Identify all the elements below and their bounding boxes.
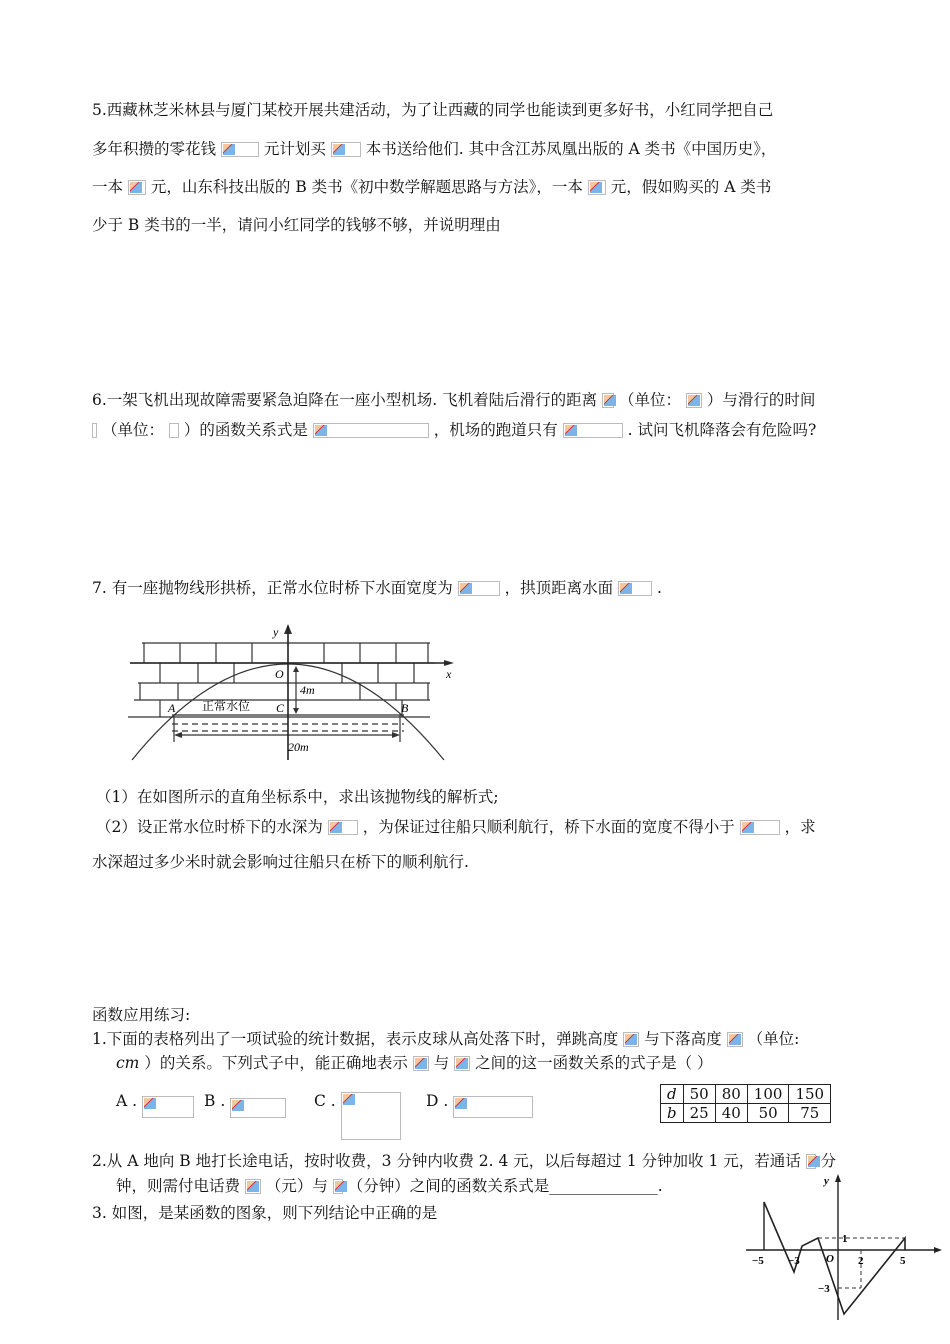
text: 1.下面的表格列出了一项试验的统计数据，表示皮球从高处落下时，弹跳高度 [92, 1030, 619, 1048]
p7-q2-cont: 水深超过多少米时就会影响过往船只在桥下的顺利航行. [92, 853, 469, 871]
p5-line-3 [92, 177, 771, 197]
width-label: 20m [288, 740, 309, 754]
text: 本书送给他们. 其中含江苏凤凰出版的 A 类书《中国历史》， [365, 140, 777, 158]
option-a-label: A . [116, 1092, 138, 1110]
table-cell: d [661, 1085, 684, 1104]
formula-image [563, 423, 623, 438]
text: 钟，则需付电话费 [116, 1177, 241, 1195]
formula-image [230, 1098, 286, 1118]
water-level-label: 正常水位 [202, 699, 251, 713]
formula-image [602, 393, 614, 408]
text: （单位: [747, 1030, 800, 1048]
text: ）与滑行的时间 [706, 391, 816, 409]
ex-q1-line-1 [92, 1029, 799, 1049]
text: 分 [820, 1152, 837, 1170]
text: ）的函数关系式是 [183, 421, 308, 439]
table-row [661, 1085, 831, 1104]
formula-image [92, 423, 97, 438]
p5-line-2 [92, 139, 776, 159]
text: . [656, 579, 662, 597]
graph-y-label: y [824, 1175, 829, 1187]
point-a-label: A [168, 701, 176, 715]
table-cell: 50 [747, 1104, 789, 1123]
text: . 试问飞机降落会有危险吗? [627, 421, 817, 439]
table-cell: 80 [715, 1085, 747, 1104]
text: cm [116, 1054, 140, 1072]
table-cell: b [661, 1104, 684, 1123]
text: ，机场的跑道只有 [433, 421, 558, 439]
table-row [661, 1104, 831, 1123]
formula-image [245, 1179, 261, 1194]
formula-image [142, 1096, 194, 1118]
point-b-label: B [401, 701, 409, 715]
function-graph [744, 1172, 944, 1322]
formula-image [128, 180, 146, 195]
formula-image [454, 1056, 470, 1071]
formula-image [333, 1179, 343, 1194]
graph-tick-y-minus3: −3 [818, 1283, 830, 1295]
text: 6.一架飞机出现故障需要紧急迫降在一座小型机场. 飞机着陆后滑行的距离 [92, 391, 598, 409]
height-label: 4m [300, 683, 315, 697]
option-b[interactable] [204, 1092, 286, 1118]
text: 元，山东科技出版的 B 类书《初中数学解题思路与方法》，一本 [150, 178, 583, 196]
formula-image [341, 1092, 401, 1140]
text: （元）与 [265, 1177, 328, 1195]
option-c[interactable] [314, 1092, 401, 1140]
text: （2）设正常水位时桥下的水深为 [96, 818, 323, 836]
formula-image [313, 423, 429, 438]
point-c-label: C [276, 701, 285, 715]
text: （单位： [619, 391, 682, 409]
formula-image [328, 820, 358, 835]
text: ，为保证过往船只顺利航行，桥下水面的宽度不得小于 [362, 818, 735, 836]
p6-line-1 [92, 390, 815, 410]
option-c-label: C . [314, 1092, 336, 1110]
option-d[interactable] [426, 1092, 533, 1118]
formula-image [727, 1032, 743, 1047]
text: 元，假如购买的 A 类书 [610, 178, 772, 196]
formula-image [458, 581, 500, 596]
table-cell: 150 [789, 1085, 831, 1104]
ex-q3: 3. 如图，是某函数的图象，则下列结论中正确的是 [92, 1204, 438, 1222]
formula-image [453, 1096, 533, 1118]
text: 多年积攒的零花钱 [92, 140, 217, 158]
table-cell: 100 [747, 1085, 789, 1104]
formula-image [413, 1056, 429, 1071]
formula-image [331, 142, 361, 157]
graph-tick-2: 2 [858, 1255, 864, 1267]
bridge-figure [120, 620, 460, 765]
p7-q1: （1）在如图所示的直角坐标系中，求出该抛物线的解析式; [96, 788, 499, 806]
ex-q1-line-2 [116, 1053, 713, 1073]
p6-line-2 [92, 420, 816, 440]
formula-image [740, 820, 780, 835]
table-cell: 75 [789, 1104, 831, 1123]
graph-tick-minus5: −5 [752, 1255, 764, 1267]
formula-image [169, 423, 179, 438]
exercise-title: 函数应用练习: [92, 1006, 191, 1024]
graph-tick-y1: 1 [842, 1233, 848, 1245]
formula-image [588, 180, 606, 195]
text: 一本 [92, 178, 124, 196]
ex-q2-line-1 [92, 1151, 836, 1171]
graph-tick-minus3: −3 [788, 1255, 800, 1267]
text: 与 [433, 1054, 450, 1072]
text: ，拱顶距离水面 [504, 579, 614, 597]
formula-image [221, 142, 259, 157]
text: 与下落高度 [644, 1030, 722, 1048]
formula-image [686, 393, 702, 408]
graph-origin-label: O [826, 1253, 834, 1265]
graph-tick-5: 5 [900, 1255, 906, 1267]
text: （单位： [101, 421, 164, 439]
option-a[interactable] [116, 1092, 194, 1118]
table-cell: 40 [715, 1104, 747, 1123]
ex-q2-line-2 [116, 1176, 663, 1196]
text: ，求 [784, 818, 816, 836]
text: 7. 有一座抛物线形拱桥，正常水位时桥下水面宽度为 [92, 579, 453, 597]
table-cell: 25 [683, 1104, 715, 1123]
axis-y-label: y [273, 625, 279, 639]
origin-label: O [275, 667, 284, 681]
text: （分钟）之间的函数关系式是______________. [347, 1177, 663, 1195]
text: 之间的这一函数关系的式子是（ ） [475, 1054, 713, 1072]
option-d-label: D . [426, 1092, 449, 1110]
axis-x-label: x [446, 667, 452, 681]
table-cell: 50 [683, 1085, 715, 1104]
formula-image [623, 1032, 639, 1047]
p7-line-1 [92, 578, 662, 598]
p7-q2 [96, 817, 816, 837]
formula-image [806, 1154, 816, 1169]
data-table [660, 1084, 831, 1123]
option-b-label: B . [204, 1092, 226, 1110]
formula-image [618, 581, 652, 596]
text: 元计划买 [263, 140, 326, 158]
text: 2.从 A 地向 B 地打长途电话，按时收费，3 分钟内收费 2. 4 元，以后每超过 1 分钟加收 1 元，若通话 [92, 1152, 801, 1170]
p5-line-4: 少于 B 类书的一半，请问小红同学的钱够不够，并说明理由 [92, 216, 501, 234]
p5-line-1: 5.西藏林芝米林县与厦门某校开展共建活动，为了让西藏的同学也能读到更多好书，小红同学把自己 [92, 101, 774, 119]
text: ）的关系。下列式子中，能正确地表示 [144, 1054, 408, 1072]
